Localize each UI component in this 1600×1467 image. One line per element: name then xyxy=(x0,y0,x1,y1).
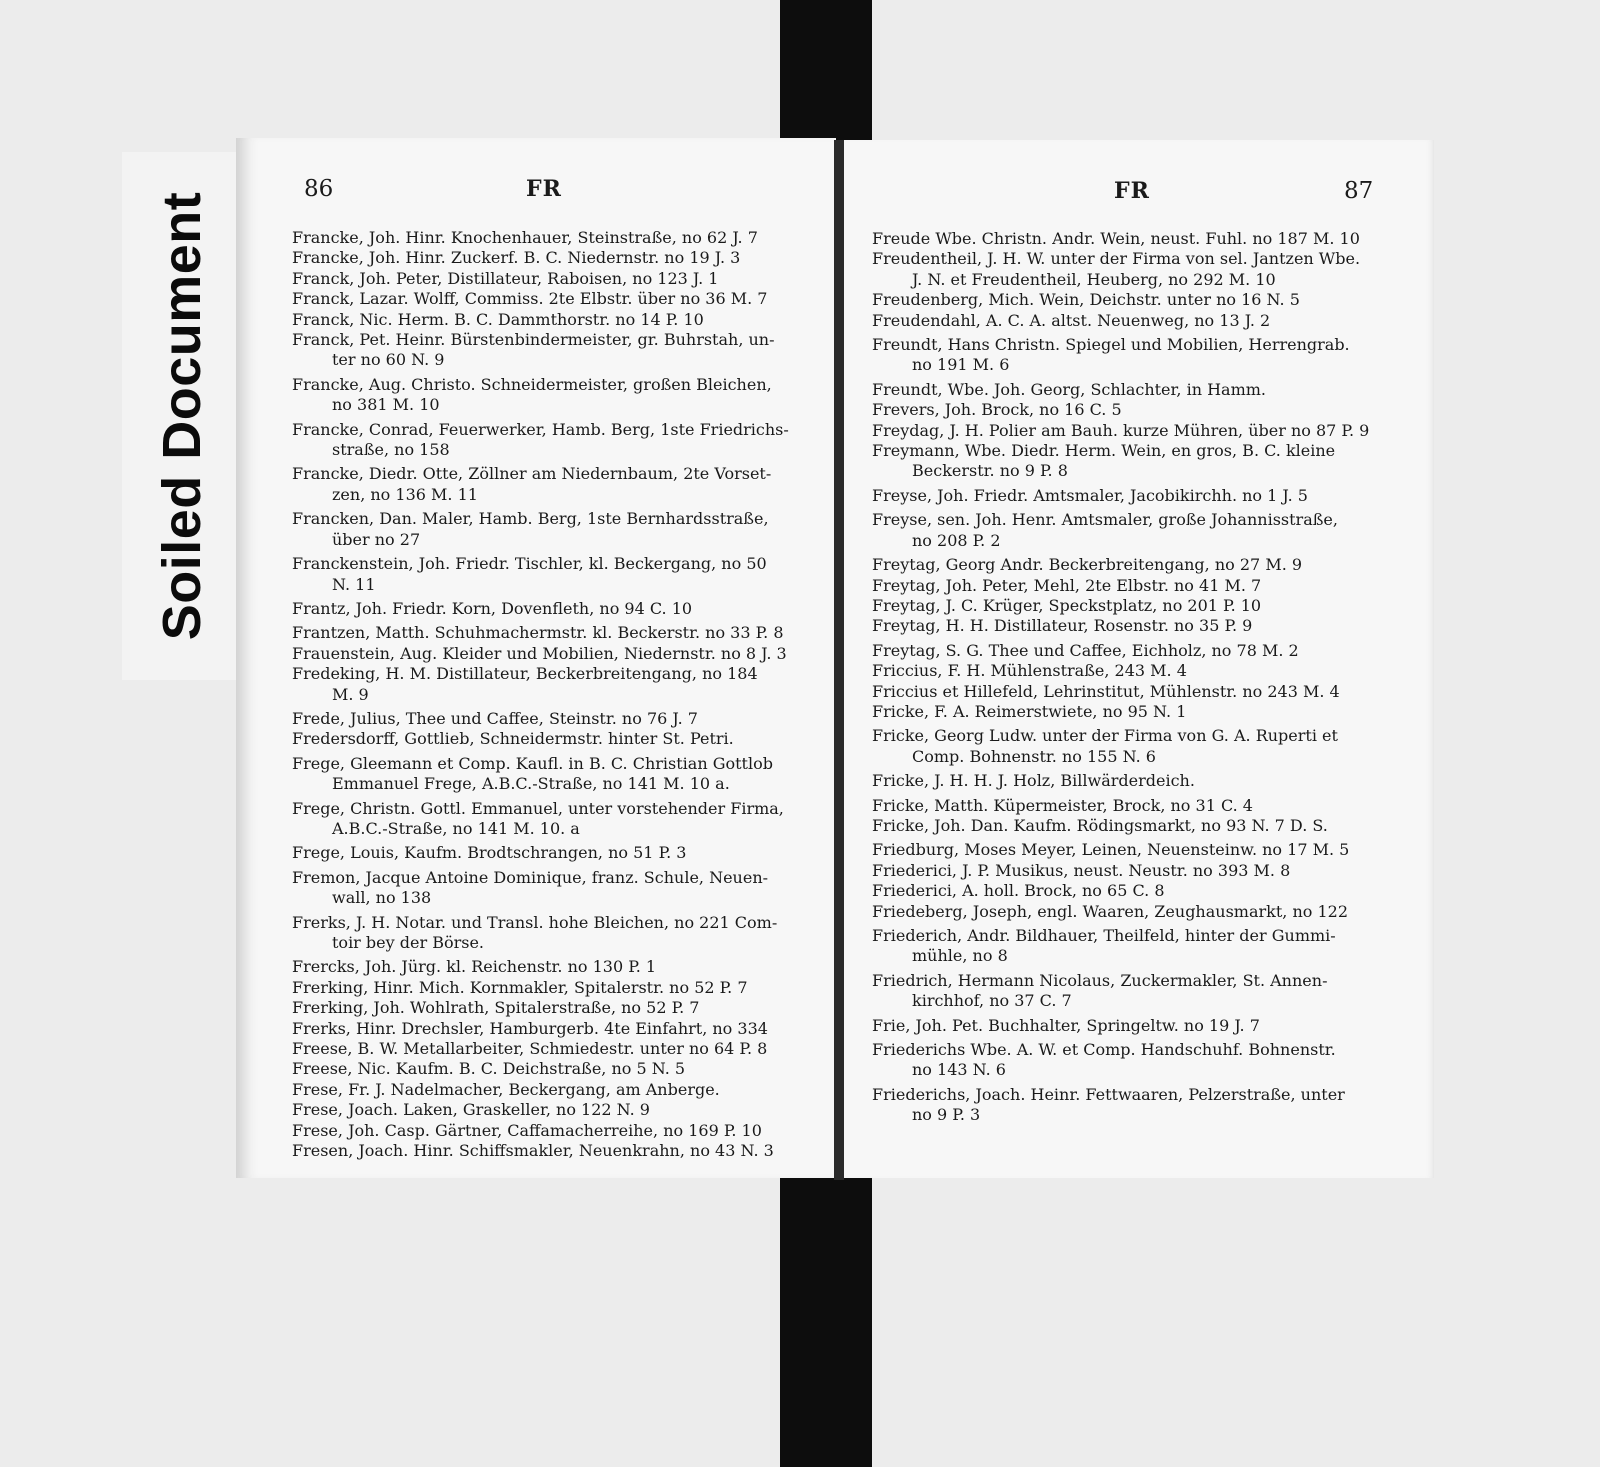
directory-entry-line: Francke, Conrad, Feuerwerker, Hamb. Berg, 1ste Friedrichs- xyxy=(292,419,789,439)
directory-entry-line: Frerks, J. H. Notar. und Transl. hohe Bleichen, no 221 Com- xyxy=(292,912,778,932)
directory-entry-line: Fredersdorff, Gottlieb, Schneidermstr. hinter St. Petri. xyxy=(292,729,734,749)
directory-entry-line: Frese, Joh. Casp. Gärtner, Caffamacherreihe, no 169 P. 10 xyxy=(292,1120,762,1140)
directory-entry-line: Freytag, H. H. Distillateur, Rosenstr. no 35 P. 9 xyxy=(872,616,1253,636)
directory-entry-line: J. N. et Freudentheil, Heuberg, no 292 M. 10 xyxy=(912,269,1276,289)
directory-entry-line: Friccius et Hillefeld, Lehrinstitut, Mühlenstr. no 243 M. 4 xyxy=(872,681,1340,701)
directory-entry-line: Freytag, Joh. Peter, Mehl, 2te Elbstr. no 41 M. 7 xyxy=(872,575,1262,595)
right-page xyxy=(844,140,1434,1178)
directory-entry-line: über no 27 xyxy=(332,529,421,549)
directory-entry-line: Fricke, Matth. Küpermeister, Brock, no 31 C. 4 xyxy=(872,795,1253,815)
directory-entry-line: Freudenberg, Mich. Wein, Deichstr. unter no 16 N. 5 xyxy=(872,290,1300,310)
directory-entry-line: ter no 60 N. 9 xyxy=(332,350,445,370)
left-entry-list xyxy=(292,228,812,1161)
directory-entry-line: N. 11 xyxy=(332,574,376,594)
directory-entry-line: Frerking, Hinr. Mich. Kornmakler, Spitalerstr. no 52 P. 7 xyxy=(292,977,748,997)
directory-entry-line: Fricke, J. H. H. J. Holz, Billwärderdeich. xyxy=(872,771,1195,791)
directory-entry-line: straße, no 158 xyxy=(332,440,450,460)
directory-entry-line: no 9 P. 3 xyxy=(912,1105,981,1125)
directory-entry-line: Freytag, J. C. Krüger, Speckstplatz, no 201 P. 10 xyxy=(872,595,1262,615)
directory-entry-line: Freytag, Georg Andr. Beckerbreitengang, no 27 M. 9 xyxy=(872,555,1303,575)
directory-entry-line: Freydag, J. H. Polier am Bauh. kurze Mühren, über no 87 P. 9 xyxy=(872,420,1370,440)
directory-entry-line: no 208 P. 2 xyxy=(912,530,1001,550)
directory-entry-line: no 143 N. 6 xyxy=(912,1060,1006,1080)
running-header-left: FR xyxy=(526,176,562,202)
directory-entry-line: Frede, Julius, Thee und Caffee, Steinstr. no 76 J. 7 xyxy=(292,708,698,728)
soiled-document-label: Soiled Document xyxy=(152,191,212,641)
directory-entry-line: Franck, Joh. Peter, Distillateur, Raboisen, no 123 J. 1 xyxy=(292,268,719,288)
directory-entry-line: Fricke, Joh. Dan. Kaufm. Rödingsmarkt, no 93 N. 7 D. S. xyxy=(872,815,1328,835)
directory-entry-line: Friedrich, Hermann Nicolaus, Zuckermakler, St. Annen- xyxy=(872,970,1328,990)
directory-entry-line: Franck, Pet. Heinr. Bürstenbindermeister, gr. Buhrstah, un- xyxy=(292,330,775,350)
directory-entry-line: Franckenstein, Joh. Friedr. Tischler, kl. Beckergang, no 50 xyxy=(292,554,767,574)
directory-entry-line: Friederich, Andr. Bildhauer, Theilfeld, hinter der Gummi- xyxy=(872,926,1336,945)
directory-entry-line: Frerks, Hinr. Drechsler, Hamburgerb. 4te Einfahrt, no 334 xyxy=(292,1018,768,1038)
directory-entry-line: Freudentheil, J. H. W. unter der Firma von sel. Jantzen Wbe. xyxy=(872,249,1361,269)
directory-entry-line: Freyse, sen. Joh. Henr. Amtsmaler, große Johannisstraße, xyxy=(872,510,1338,530)
directory-entry-line: Francken, Dan. Maler, Hamb. Berg, 1ste Bernhardsstraße, xyxy=(292,509,769,529)
directory-entry-line: Freese, B. W. Metallarbeiter, Schmiedestr. unter no 64 P. 8 xyxy=(292,1039,768,1059)
directory-entry-line: Friederici, A. holl. Brock, no 65 C. 8 xyxy=(872,881,1165,901)
directory-entry-line: Francke, Aug. Christo. Schneidermeister, großen Bleichen, xyxy=(292,374,772,394)
directory-entry-line: Frerking, Joh. Wohlrath, Spitalerstraße, no 52 P. 7 xyxy=(292,998,700,1018)
directory-entry-line: Beckerstr. no 9 P. 8 xyxy=(912,461,1068,481)
directory-entry-line: Comp. Bohnenstr. no 155 N. 6 xyxy=(912,746,1156,766)
directory-entry-line: Friederichs, Joach. Heinr. Fettwaaren, Pelzerstraße, unter xyxy=(872,1084,1345,1104)
directory-entry-line: Fredeking, H. M. Distillateur, Beckerbreitengang, no 184 xyxy=(292,664,758,684)
page-gutter xyxy=(834,140,844,1180)
directory-entry-line: Friedburg, Moses Meyer, Leinen, Neuensteinw. no 17 M. 5 xyxy=(872,840,1350,860)
directory-entry-line: mühle, no 8 xyxy=(912,946,1008,966)
directory-entry-line: Freese, Nic. Kaufm. B. C. Deichstraße, no 5 N. 5 xyxy=(292,1059,686,1079)
page-number-left: 86 xyxy=(304,176,334,202)
directory-entry-line: Francke, Joh. Hinr. Zuckerf. B. C. Niedernstr. no 19 J. 3 xyxy=(292,248,741,268)
left-page xyxy=(236,138,836,1178)
directory-entry-line: Frercks, Joh. Jürg. kl. Reichenstr. no 130 P. 1 xyxy=(292,957,657,977)
directory-entry-line: A.B.C.-Straße, no 141 M. 10. a xyxy=(332,818,580,838)
directory-entry-line: Francke, Joh. Hinr. Knochenhauer, Steinstraße, no 62 J. 7 xyxy=(292,228,758,247)
directory-entry-line: Frege, Christn. Gottl. Emmanuel, unter vorstehender Firma, xyxy=(292,798,784,818)
directory-entry-line: Freudendahl, A. C. A. altst. Neuenweg, no 13 J. 2 xyxy=(872,310,1271,330)
directory-entry-line: no 381 M. 10 xyxy=(332,395,440,415)
directory-entry-line: Frauenstein, Aug. Kleider und Mobilien, Niedernstr. no 8 J. 3 xyxy=(292,643,787,663)
directory-entry-line: Emmanuel Frege, A.B.C.-Straße, no 141 M. 10 a. xyxy=(332,774,730,794)
page-number-right: 87 xyxy=(1344,178,1374,204)
directory-entry-line: Friederichs Wbe. A. W. et Comp. Handschuhf. Bohnenstr. xyxy=(872,1040,1336,1060)
directory-entry-line: Francke, Diedr. Otte, Zöllner am Niedernbaum, 2te Vorset- xyxy=(292,464,772,484)
directory-entry-line: Freytag, S. G. Thee und Caffee, Eichholz, no 78 M. 2 xyxy=(872,640,1299,660)
directory-entry-line: zen, no 136 M. 11 xyxy=(332,484,478,504)
directory-entry-line: Fricke, F. A. Reimerstwiete, no 95 N. 1 xyxy=(872,701,1187,721)
directory-entry-line: kirchhof, no 37 C. 7 xyxy=(912,991,1072,1011)
directory-entry-line: Fremon, Jacque Antoine Dominique, franz. Schule, Neuen- xyxy=(292,867,769,887)
directory-entry-line: wall, no 138 xyxy=(332,888,432,908)
directory-entry-line: Freymann, Wbe. Diedr. Herm. Wein, en gros, B. C. kleine xyxy=(872,441,1336,461)
directory-entry-line: Freyse, Joh. Friedr. Amtsmaler, Jacobikirchh. no 1 J. 5 xyxy=(872,485,1308,505)
directory-entry-line: no 191 M. 6 xyxy=(912,355,1010,375)
directory-entry-line: Friederici, J. P. Musikus, neust. Neustr. no 393 M. 8 xyxy=(872,860,1291,880)
directory-entry-line: Friedeberg, Joseph, engl. Waaren, Zeughausmarkt, no 122 xyxy=(872,901,1349,921)
running-header-right: FR xyxy=(1114,178,1150,204)
directory-entry-line: toir bey der Börse. xyxy=(332,933,484,952)
right-entry-list xyxy=(872,229,1386,1126)
directory-entry-line: Frantzen, Matth. Schuhmachermstr. kl. Beckerstr. no 33 P. 8 xyxy=(292,623,784,643)
directory-entry-line: Freude Wbe. Christn. Andr. Wein, neust. Fuhl. no 187 M. 10 xyxy=(872,229,1360,248)
directory-entry-line: Friccius, F. H. Mühlenstraße, 243 M. 4 xyxy=(872,661,1187,681)
directory-entry-line: Freundt, Hans Christn. Spiegel und Mobilien, Herrengrab. xyxy=(872,335,1350,355)
directory-entry-line: Frantz, Joh. Friedr. Korn, Dovenfleth, no 94 C. 10 xyxy=(292,598,693,618)
directory-entry-line: Fresen, Joach. Hinr. Schiffsmakler, Neuenkrahn, no 43 N. 3 xyxy=(292,1141,774,1161)
directory-entry-line: Frese, Joach. Laken, Graskeller, no 122 N. 9 xyxy=(292,1100,650,1120)
directory-entry-line: Franck, Nic. Herm. B. C. Dammthorstr. no 14 P. 10 xyxy=(292,309,704,329)
directory-entry-line: Freundt, Wbe. Joh. Georg, Schlachter, in Hamm. xyxy=(872,379,1267,399)
directory-entry-line: Frevers, Joh. Brock, no 16 C. 5 xyxy=(872,400,1122,420)
directory-entry-line: M. 9 xyxy=(332,684,369,704)
directory-entry-line: Frege, Gleemann et Comp. Kaufl. in B. C. Christian Gottlob xyxy=(292,753,773,773)
directory-entry-line: Frie, Joh. Pet. Buchhalter, Springeltw. no 19 J. 7 xyxy=(872,1015,1260,1035)
directory-entry-line: Franck, Lazar. Wolff, Commiss. 2te Elbstr. über no 36 M. 7 xyxy=(292,289,768,309)
directory-entry-line: Frese, Fr. J. Nadelmacher, Beckergang, am Anberge. xyxy=(292,1079,720,1099)
directory-entry-line: Frege, Louis, Kaufm. Brodtschrangen, no 51 P. 3 xyxy=(292,843,687,863)
directory-entry-line: Fricke, Georg Ludw. unter der Firma von G. A. Ruperti et xyxy=(872,726,1338,746)
